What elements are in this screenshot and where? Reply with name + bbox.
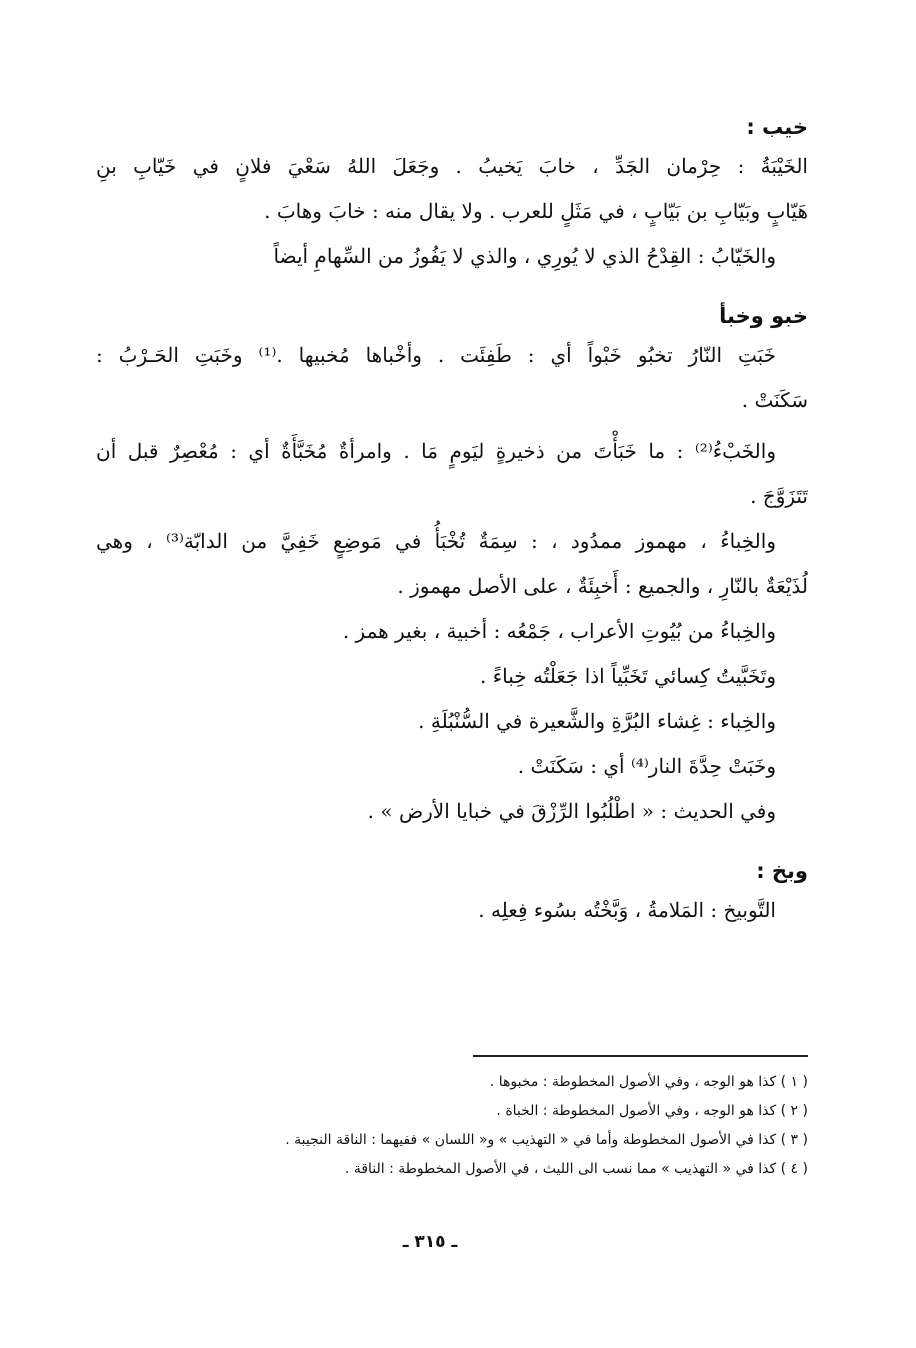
footnote-1: ( ١ ) كذا هو الوجه ، وفي الأصول المخطوطة : مخبوها . [489,1074,808,1090]
text-line: الخَيْبَةُ : حِرْمان الجَدِّ ، خابَ يَخيبُ . وجَعَلَ اللهُ سَعْيَ فلانٍ في خَيّابِ بنِ [96,154,808,178]
entry-khyb [96,110,808,279]
text-line: وتَخَبَّيتُ كِسائي تَخَبِّياً اذا جَعَلْتُه خِباءً . [480,664,776,688]
text-line: والخَيّابُ : القِدْحُ الذي لا يُورِي ، والذي لا يَفُوزُ من السِّهامِ أيضاً [273,244,776,268]
text-line: وفي الحديث : « اطْلُبُوا الرِّزْقَ في خبايا الأرض » . [367,799,776,823]
text-line: والخَبْءُ⁽²⁾ : ما خَبَأْتَ من ذخيرةٍ ليَومٍ مَا . وامرأةٌ مُخَبَّأَةٌ أي : مُعْصِرٌ قبل أن [96,439,776,463]
text-line: والخِباءُ ، مهموز ممدُود ، : سِمَةٌ تُخْبَأُ في مَوضِعٍ خَفِيَّ من الدابّة⁽³⁾ ، وهي [96,529,776,553]
entry-wbkh [96,854,808,933]
main-text [96,110,808,933]
text-line: والخِباءُ من بُيُوتِ الأعراب ، جَمْعُه : أخبية ، بغير همز . [342,619,776,643]
footnote-separator [473,1055,808,1057]
entry-khbw [96,299,808,834]
footnote-4: ( ٤ ) كذا في « التهذيب » مما نسب الى الليث ، في الأصول المخطوطة : الناقة . [344,1161,808,1177]
page-number: ـ ٣١٥ ـ [402,1232,458,1252]
entry-heading: وبخ : [756,859,808,883]
entry-heading: خيب : [746,115,808,139]
text-line: وخَبَتْ حِدَّةَ النار⁽⁴⁾ أي : سَكَنَتْ . [517,754,776,778]
text-line: سَكَنَتْ . [741,388,808,412]
footnote-3: ( ٣ ) كذا في الأصول المخطوطة وأما في « التهذيب » و« اللسان » ففيهما : الناقة النجيبة . [285,1132,808,1148]
text-line: هَيّابٍ وبَيّابِ بن بَيّابٍ ، في مَثَلٍ للعرب . ولا يقال منه : خابَ وهابَ . [264,199,808,223]
entry-heading: خبو وخبأ [719,304,808,328]
text-line: خَبَتِ النّارُ تخبُو خَبْواً أي : طَفِئَت . وأخْباها مُخبيها .⁽¹⁾ وخَبَتِ الحَـرْبُ : [96,343,776,367]
text-line: والخِباء : غِشاء البُرَّةِ والشَّعيرة في السُّنْبُلَةِ . [418,709,776,733]
footnote-2: ( ٢ ) كذا هو الوجه ، وفي الأصول المخطوطة : الخباة . [496,1103,808,1119]
text-line: التَّوبيخ : المَلامةُ ، وَبَّخْتُه بسُوء فِعلِه . [478,898,776,922]
text-line: لُذَيْعَةٌ بالنّارِ ، والجميع : أَخبِئَةٌ ، على الأصل مهموز . [397,574,808,598]
footnotes [110,1068,808,1184]
text-line: تَتَزَوَّجَ . [750,484,808,508]
